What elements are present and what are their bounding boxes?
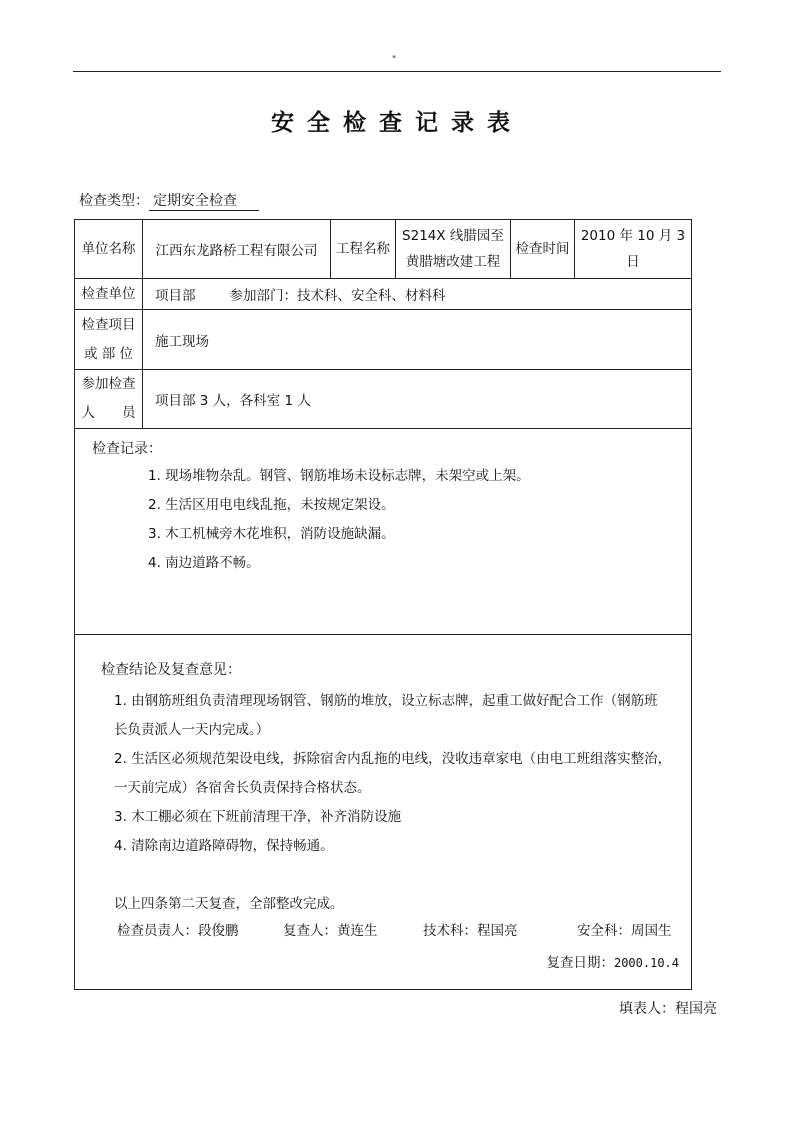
- list-item: 3. 木工机械旁木花堆积，消防设施缺漏。: [148, 526, 395, 542]
- records-list: [148, 466, 530, 582]
- check-unit-cell: [143, 279, 692, 310]
- list-item: 2. 生活区用电电线乱拖，未按规定架设。: [148, 497, 395, 513]
- conclusion-cell: [75, 635, 692, 990]
- personnel-label-line1: 参加检查: [81, 376, 136, 392]
- project-label: 工程名称: [331, 220, 396, 279]
- inspection-type: [79, 190, 259, 211]
- inspection-type-value: 定期安全检查: [149, 193, 259, 211]
- time-label: 检查时间: [511, 220, 575, 279]
- review-date-value: 2000.10.4: [613, 956, 679, 970]
- table-row: [75, 429, 692, 635]
- records-title: 检查记录：: [92, 441, 162, 457]
- unit-label: 单位名称: [75, 220, 143, 279]
- conclusion-line: 3. 木工棚必须在下班前清理干净，补齐消防设施: [114, 809, 402, 825]
- table-row: [75, 220, 692, 279]
- project-value: [396, 220, 511, 279]
- project-value-line1: S214X 线腊园至: [402, 228, 504, 244]
- conclusion-body: [114, 687, 692, 861]
- personnel-label: [75, 370, 143, 429]
- signature-tech: 技术科：程国亮: [423, 923, 518, 939]
- time-value-line2: 日: [626, 254, 640, 270]
- form-filler: 填表人：程国亮: [619, 1001, 717, 1017]
- check-unit-value: 项目部: [155, 288, 196, 304]
- list-item: 1. 现场堆物杂乱。钢管、钢筋堆场未设标志牌，未架空或上架。: [148, 468, 530, 484]
- item-label-line1: 检查项目: [81, 316, 136, 333]
- conclusion-line: 一天前完成）各宿舍长负责保持合格状态。: [114, 780, 371, 796]
- signature-reviewer: 复查人：黄连生: [283, 923, 378, 939]
- table-row: [75, 370, 692, 429]
- table-row: [75, 310, 692, 370]
- time-value-line1: 2010 年 10 月 3: [580, 228, 686, 244]
- table-row: [75, 635, 692, 990]
- conclusion-title: 检查结论及复查意见：: [101, 662, 241, 678]
- conclusion-line: 1. 由钢筋班组负责清理现场钢管、钢筋的堆放，设立标志牌，起重工做好配合工作（钢筋班: [114, 693, 658, 709]
- inspection-type-label: 检查类型：: [79, 193, 149, 209]
- project-value-line2: 黄腊塘改建工程: [405, 254, 501, 270]
- header-mark: ": [392, 55, 397, 65]
- participating-depts: 参加部门：技术科、安全科、材料科: [229, 288, 446, 304]
- unit-value: 江西东龙路桥工程有限公司: [143, 220, 331, 279]
- header-rule: [73, 71, 721, 72]
- review-date: [546, 951, 679, 971]
- check-unit-label: 检查单位: [75, 279, 143, 310]
- signature-safety: 安全科：周国生: [577, 923, 672, 939]
- list-item: 4. 南边道路不畅。: [148, 555, 260, 571]
- conclusion-final: 以上四条第二天复查，全部整改完成。: [114, 896, 344, 912]
- page-title: 安全检查记录表: [271, 109, 523, 136]
- records-cell: [75, 429, 692, 635]
- review-date-label: 复查日期：: [546, 955, 614, 971]
- conclusion-line: 4. 清除南边道路障碍物，保持畅通。: [114, 838, 334, 854]
- item-value: 施工现场: [143, 310, 692, 370]
- item-label: [75, 310, 143, 370]
- personnel-value: 项目部 3 人，各科室 1 人: [143, 370, 692, 429]
- item-label-line2: 或 部 位: [83, 345, 134, 362]
- conclusion-line: 长负责派人一天内完成。）: [114, 722, 270, 738]
- personnel-label-line2: 人 员: [81, 405, 136, 421]
- time-value: [575, 220, 692, 279]
- table-row: [75, 279, 692, 310]
- conclusion-line: 2. 生活区必须规范架设电线，拆除宿舍内乱拖的电线，没收违章家电（由电工班组落实整治，: [114, 751, 672, 767]
- inspection-table: [74, 219, 692, 990]
- signature-inspector: 检查员责人：段俊鹏: [117, 923, 239, 939]
